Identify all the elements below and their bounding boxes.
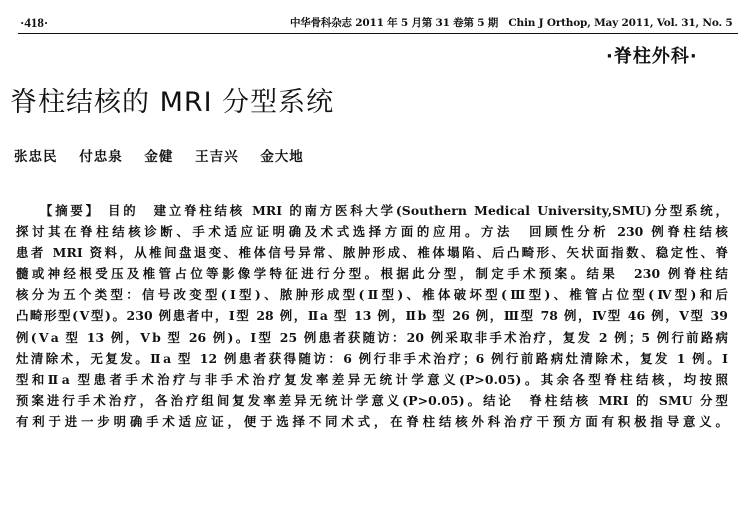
- author: 金健: [144, 149, 174, 165]
- abstract-line: 【摘要】 目的 建立脊柱结核 MRI 的南方医科大学(Southern Medical University,SMU)分型系统，: [40, 203, 728, 218]
- abstract-line: 型和Ⅱa 型患者手术治疗与非手术治疗复发率差异无统计学意义(P>0.05)。其余各型脊柱结核，均按照: [16, 371, 728, 387]
- abstract-line: 探讨其在脊柱结核诊断、手术适应证明确及术式选择方面的应用。方法 回顾性分析 230 例脊柱结核: [16, 224, 728, 240]
- author: 张忠民: [14, 149, 58, 165]
- abstract-line: 有利于进一步明确手术适应证，便于选择不同术式，在脊柱结核外科治疗干预方面有积极指导意义。: [16, 413, 728, 429]
- section-tag: ·脊柱外科·: [606, 46, 698, 67]
- abstract-line: 患者 MRI 资料，从椎间盘退变、椎体信号异常、脓肿形成、椎体塌陷、后凸畸形、矢状面指数、稳定性、脊: [16, 245, 728, 261]
- paper-title: 脊柱结核的 MRI 分型系统: [10, 87, 335, 118]
- author-list: [14, 145, 321, 165]
- abstract-line: 髓或神经根受压及椎管占位等影像学特征进行分型。根据此分型，制定手术预案。结果 230 例脊柱结: [16, 266, 728, 282]
- author: 王吉兴: [195, 149, 239, 165]
- abstract-line: 例(Ⅴa 型 13 例，Ⅴb 型 26 例)。Ⅰ型 25 例患者获随访：20 例采取非手术治疗，复发 2 例；5 例行前路病: [16, 329, 728, 345]
- abstract-line: 核分为五个类型：信号改变型(Ⅰ型)、脓肿形成型(Ⅱ型)、椎体破坏型(Ⅲ型)、椎管占位型(Ⅳ型)和后: [16, 287, 728, 303]
- abstract: [16, 200, 728, 432]
- author: 金大地: [260, 149, 304, 165]
- abstract-line: 凸畸形型(Ⅴ型)。230 例患者中，Ⅰ型 28 例，Ⅱa 型 13 例，Ⅱb 型 26 例，Ⅲ型 78 例，Ⅳ型 46 例，Ⅴ型 39: [16, 308, 728, 324]
- abstract-line: 灶清除术，无复发。Ⅱa 型 12 例患者获得随访：6 例行非手术治疗；6 例行前路病灶清除术，复发 1 例。Ⅰ: [16, 350, 728, 366]
- abstract-line: 预案进行手术治疗，各治疗组间复发率差异无统计学意义(P>0.05)。结论 脊柱结核 MRI 的 SMU 分型: [16, 392, 728, 408]
- journal-header: 中华骨科杂志 2011 年 5 月第 31 卷第 5 期 Chin J Orthop, May 2011, Vol. 31, No. 5: [290, 17, 733, 29]
- header-rule: [18, 33, 738, 34]
- page-number: ·418·: [20, 15, 49, 30]
- author: 付忠泉: [79, 149, 123, 165]
